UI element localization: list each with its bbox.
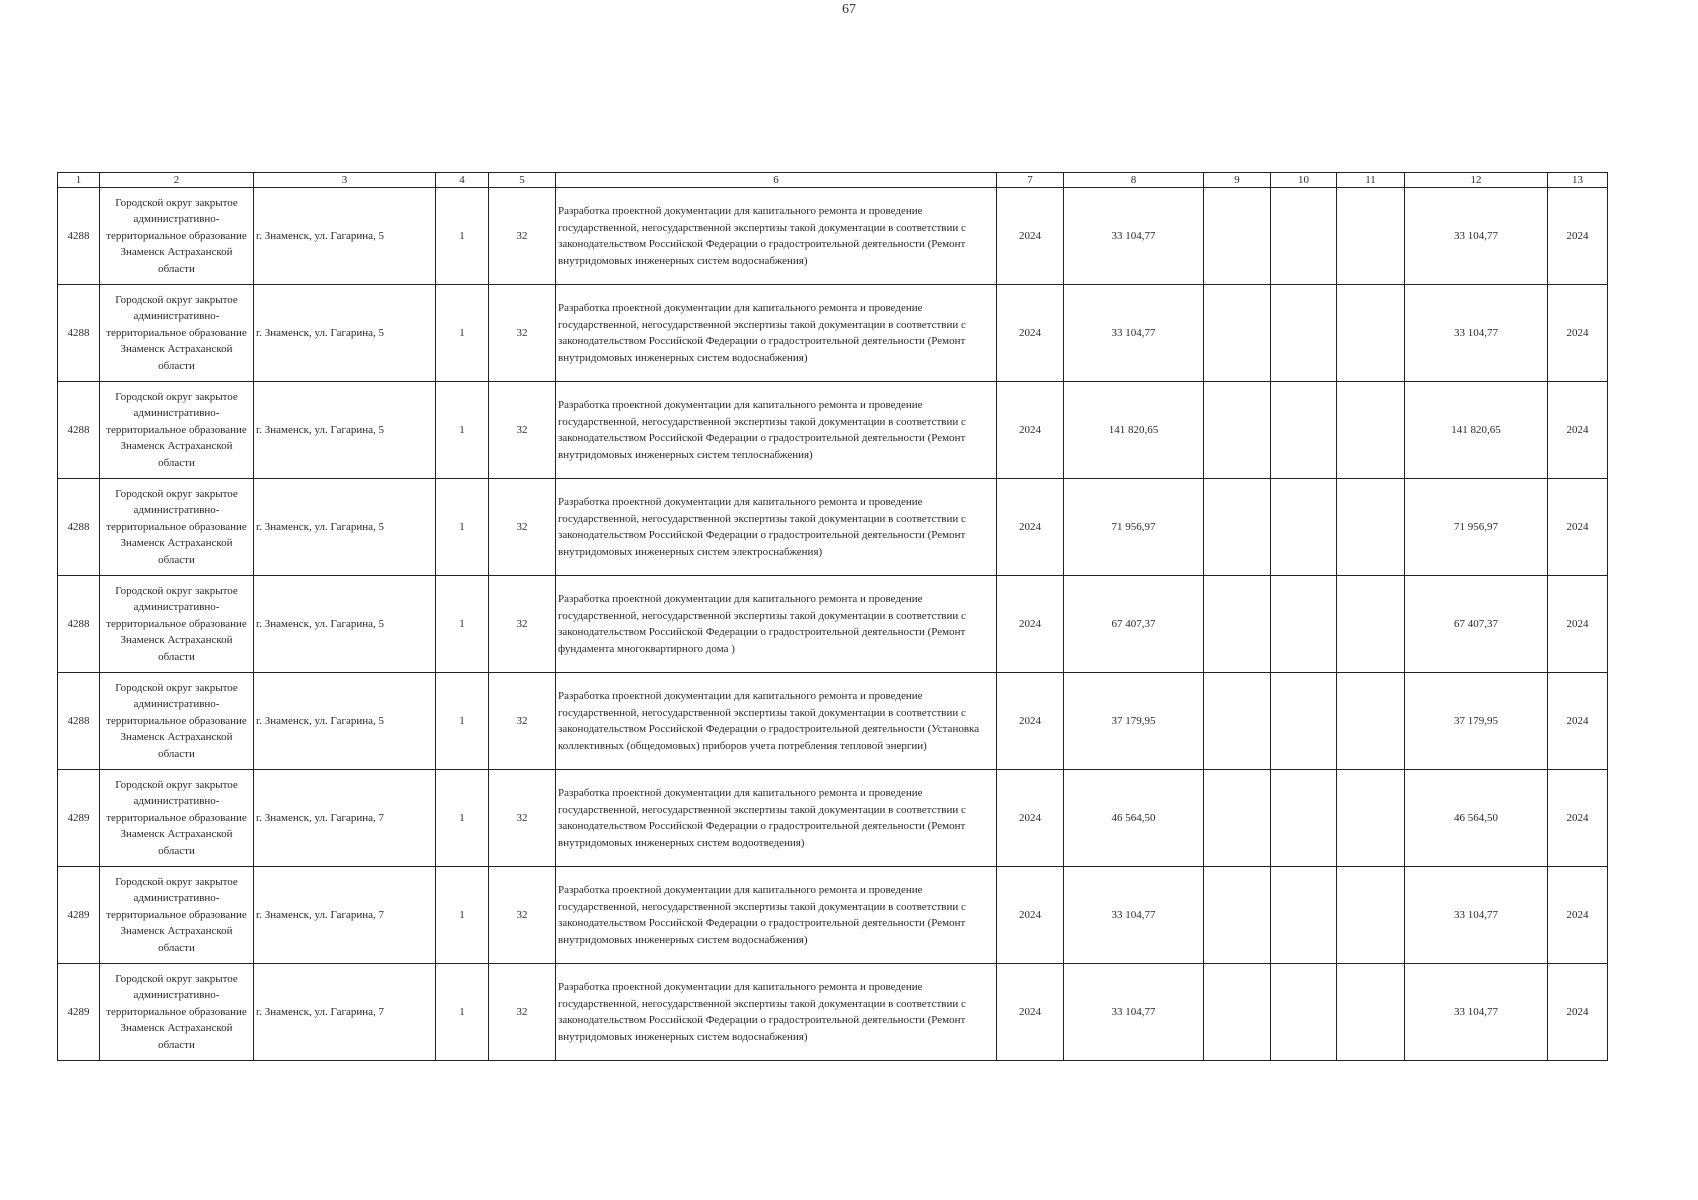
col-5-cell: 32 [489, 285, 556, 382]
col-11-cell [1337, 867, 1405, 964]
col-4-cell: 1 [436, 285, 489, 382]
cost-cell: 141 820,65 [1405, 382, 1548, 479]
table-row [58, 673, 1608, 770]
col-11-cell [1337, 188, 1405, 285]
total-cost-cell: 33 104,77 [1064, 964, 1204, 1061]
col-10-cell [1271, 285, 1337, 382]
table-row [58, 867, 1608, 964]
record-id: 4288 [58, 576, 100, 673]
col-10-cell [1271, 479, 1337, 576]
column-number-row [58, 173, 1608, 188]
col-header-11: 11 [1337, 173, 1405, 188]
col-5-cell: 32 [489, 188, 556, 285]
record-id: 4288 [58, 188, 100, 285]
record-id: 4288 [58, 285, 100, 382]
col-11-cell [1337, 770, 1405, 867]
col-header-6: 6 [556, 173, 997, 188]
col-4-cell: 1 [436, 673, 489, 770]
table-row [58, 188, 1608, 285]
total-cost-cell: 37 179,95 [1064, 673, 1204, 770]
col-4-cell: 1 [436, 964, 489, 1061]
col-4-cell: 1 [436, 576, 489, 673]
cost-cell: 37 179,95 [1405, 673, 1548, 770]
col-header-8: 8 [1064, 173, 1204, 188]
municipality-cell: Городской округ закрытое административно-территориальное образование Знаменск Астраханской области [100, 188, 254, 285]
total-cost-cell: 46 564,50 [1064, 770, 1204, 867]
col-5-cell: 32 [489, 770, 556, 867]
col-4-cell: 1 [436, 867, 489, 964]
total-cost-cell: 71 956,97 [1064, 479, 1204, 576]
year-cell: 2024 [997, 673, 1064, 770]
year-cell: 2024 [997, 382, 1064, 479]
total-cost-cell: 67 407,37 [1064, 576, 1204, 673]
col-5-cell: 32 [489, 576, 556, 673]
record-id: 4289 [58, 964, 100, 1061]
year-cell: 2024 [997, 188, 1064, 285]
completion-year-cell: 2024 [1548, 479, 1608, 576]
table-body [58, 188, 1608, 1061]
col-9-cell [1204, 576, 1271, 673]
completion-year-cell: 2024 [1548, 770, 1608, 867]
year-cell: 2024 [997, 285, 1064, 382]
col-10-cell [1271, 576, 1337, 673]
work-description-cell: Разработка проектной документации для капитального ремонта и проведение государственной, негосударственной экспертизы такой документации в соответствии с законодательством Российской Федерации о градостроительной деятельности (Ремонт внутридомовых инженерных систем водоснабжения) [556, 964, 997, 1061]
year-cell: 2024 [997, 576, 1064, 673]
col-11-cell [1337, 576, 1405, 673]
total-cost-cell: 33 104,77 [1064, 867, 1204, 964]
cost-cell: 33 104,77 [1405, 188, 1548, 285]
work-description-cell: Разработка проектной документации для капитального ремонта и проведение государственной, негосударственной экспертизы такой документации в соответствии с законодательством Российской Федерации о градостроительной деятельности (Ремонт внутридомовых инженерных систем водоснабжения) [556, 867, 997, 964]
cost-cell: 33 104,77 [1405, 964, 1548, 1061]
table-row [58, 964, 1608, 1061]
table-row [58, 479, 1608, 576]
table-row [58, 576, 1608, 673]
col-header-13: 13 [1548, 173, 1608, 188]
col-10-cell [1271, 382, 1337, 479]
municipality-cell: Городской округ закрытое административно-территориальное образование Знаменск Астраханской области [100, 867, 254, 964]
cost-cell: 67 407,37 [1405, 576, 1548, 673]
col-5-cell: 32 [489, 479, 556, 576]
municipality-cell: Городской округ закрытое административно-территориальное образование Знаменск Астраханской области [100, 479, 254, 576]
work-description-cell: Разработка проектной документации для капитального ремонта и проведение государственной, негосударственной экспертизы такой документации в соответствии с законодательством Российской Федерации о градостроительной деятельности (Ремонт внутридомовых инженерных систем электроснабжения) [556, 479, 997, 576]
col-4-cell: 1 [436, 188, 489, 285]
completion-year-cell: 2024 [1548, 867, 1608, 964]
municipality-cell: Городской округ закрытое административно-территориальное образование Знаменск Астраханской области [100, 770, 254, 867]
record-id: 4288 [58, 479, 100, 576]
completion-year-cell: 2024 [1548, 576, 1608, 673]
col-header-10: 10 [1271, 173, 1337, 188]
year-cell: 2024 [997, 479, 1064, 576]
col-11-cell [1337, 479, 1405, 576]
address-cell: г. Знаменск, ул. Гагарина, 7 [254, 964, 436, 1061]
col-9-cell [1204, 188, 1271, 285]
work-description-cell: Разработка проектной документации для капитального ремонта и проведение государственной, негосударственной экспертизы такой документации в соответствии с законодательством Российской Федерации о градостроительной деятельности (Ремонт внутридомовых инженерных систем водоснабжения) [556, 285, 997, 382]
col-9-cell [1204, 479, 1271, 576]
address-cell: г. Знаменск, ул. Гагарина, 7 [254, 867, 436, 964]
col-4-cell: 1 [436, 382, 489, 479]
cost-cell: 33 104,77 [1405, 285, 1548, 382]
total-cost-cell: 141 820,65 [1064, 382, 1204, 479]
cost-cell: 33 104,77 [1405, 867, 1548, 964]
col-9-cell [1204, 770, 1271, 867]
address-cell: г. Знаменск, ул. Гагарина, 5 [254, 479, 436, 576]
record-id: 4288 [58, 673, 100, 770]
record-id: 4289 [58, 867, 100, 964]
municipality-cell: Городской округ закрытое административно-территориальное образование Знаменск Астраханской области [100, 576, 254, 673]
col-9-cell [1204, 964, 1271, 1061]
municipality-cell: Городской округ закрытое административно-территориальное образование Знаменск Астраханской области [100, 964, 254, 1061]
col-11-cell [1337, 382, 1405, 479]
completion-year-cell: 2024 [1548, 188, 1608, 285]
work-description-cell: Разработка проектной документации для капитального ремонта и проведение государственной, негосударственной экспертизы такой документации в соответствии с законодательством Российской Федерации о градостроительной деятельности (Ремонт внутридомовых инженерных систем теплоснабжения) [556, 382, 997, 479]
completion-year-cell: 2024 [1548, 382, 1608, 479]
capital-repair-table [57, 172, 1608, 1061]
year-cell: 2024 [997, 867, 1064, 964]
col-header-5: 5 [489, 173, 556, 188]
col-10-cell [1271, 867, 1337, 964]
col-10-cell [1271, 770, 1337, 867]
completion-year-cell: 2024 [1548, 285, 1608, 382]
col-header-12: 12 [1405, 173, 1548, 188]
address-cell: г. Знаменск, ул. Гагарина, 5 [254, 673, 436, 770]
col-10-cell [1271, 188, 1337, 285]
col-9-cell [1204, 285, 1271, 382]
record-id: 4289 [58, 770, 100, 867]
cost-cell: 46 564,50 [1405, 770, 1548, 867]
col-4-cell: 1 [436, 479, 489, 576]
col-10-cell [1271, 964, 1337, 1061]
work-description-cell: Разработка проектной документации для капитального ремонта и проведение государственной, негосударственной экспертизы такой документации в соответствии с законодательством Российской Федерации о градостроительной деятельности (Ремонт внутридомовых инженерных систем водоотведения) [556, 770, 997, 867]
address-cell: г. Знаменск, ул. Гагарина, 5 [254, 576, 436, 673]
col-9-cell [1204, 867, 1271, 964]
table-row [58, 285, 1608, 382]
col-5-cell: 32 [489, 867, 556, 964]
address-cell: г. Знаменск, ул. Гагарина, 5 [254, 382, 436, 479]
col-9-cell [1204, 673, 1271, 770]
address-cell: г. Знаменск, ул. Гагарина, 5 [254, 188, 436, 285]
table-row [58, 770, 1608, 867]
page-number: 67 [842, 2, 856, 17]
municipality-cell: Городской округ закрытое административно-территориальное образование Знаменск Астраханской области [100, 285, 254, 382]
address-cell: г. Знаменск, ул. Гагарина, 5 [254, 285, 436, 382]
col-header-4: 4 [436, 173, 489, 188]
col-5-cell: 32 [489, 964, 556, 1061]
col-header-2: 2 [100, 173, 254, 188]
work-description-cell: Разработка проектной документации для капитального ремонта и проведение государственной, негосударственной экспертизы такой документации в соответствии с законодательством Российской Федерации о градостроительной деятельности (Ремонт внутридомовых инженерных систем водоснабжения) [556, 188, 997, 285]
col-11-cell [1337, 673, 1405, 770]
table-row [58, 382, 1608, 479]
col-header-3: 3 [254, 173, 436, 188]
year-cell: 2024 [997, 770, 1064, 867]
record-id: 4288 [58, 382, 100, 479]
total-cost-cell: 33 104,77 [1064, 285, 1204, 382]
completion-year-cell: 2024 [1548, 673, 1608, 770]
work-description-cell: Разработка проектной документации для капитального ремонта и проведение государственной, негосударственной экспертизы такой документации в соответствии с законодательством Российской Федерации о градостроительной деятельности (Ремонт фундамента многоквартирного дома ) [556, 576, 997, 673]
completion-year-cell: 2024 [1548, 964, 1608, 1061]
col-5-cell: 32 [489, 382, 556, 479]
col-header-9: 9 [1204, 173, 1271, 188]
col-5-cell: 32 [489, 673, 556, 770]
col-11-cell [1337, 964, 1405, 1061]
address-cell: г. Знаменск, ул. Гагарина, 7 [254, 770, 436, 867]
cost-cell: 71 956,97 [1405, 479, 1548, 576]
col-header-1: 1 [58, 173, 100, 188]
col-10-cell [1271, 673, 1337, 770]
col-header-7: 7 [997, 173, 1064, 188]
municipality-cell: Городской округ закрытое административно-территориальное образование Знаменск Астраханской области [100, 673, 254, 770]
total-cost-cell: 33 104,77 [1064, 188, 1204, 285]
col-11-cell [1337, 285, 1405, 382]
work-description-cell: Разработка проектной документации для капитального ремонта и проведение государственной, негосударственной экспертизы такой документации в соответствии с законодательством Российской Федерации о градостроительной деятельности (Установка коллективных (общедомовых) приборов учета потребления тепловой энергии) [556, 673, 997, 770]
col-9-cell [1204, 382, 1271, 479]
year-cell: 2024 [997, 964, 1064, 1061]
col-4-cell: 1 [436, 770, 489, 867]
municipality-cell: Городской округ закрытое административно-территориальное образование Знаменск Астраханской области [100, 382, 254, 479]
